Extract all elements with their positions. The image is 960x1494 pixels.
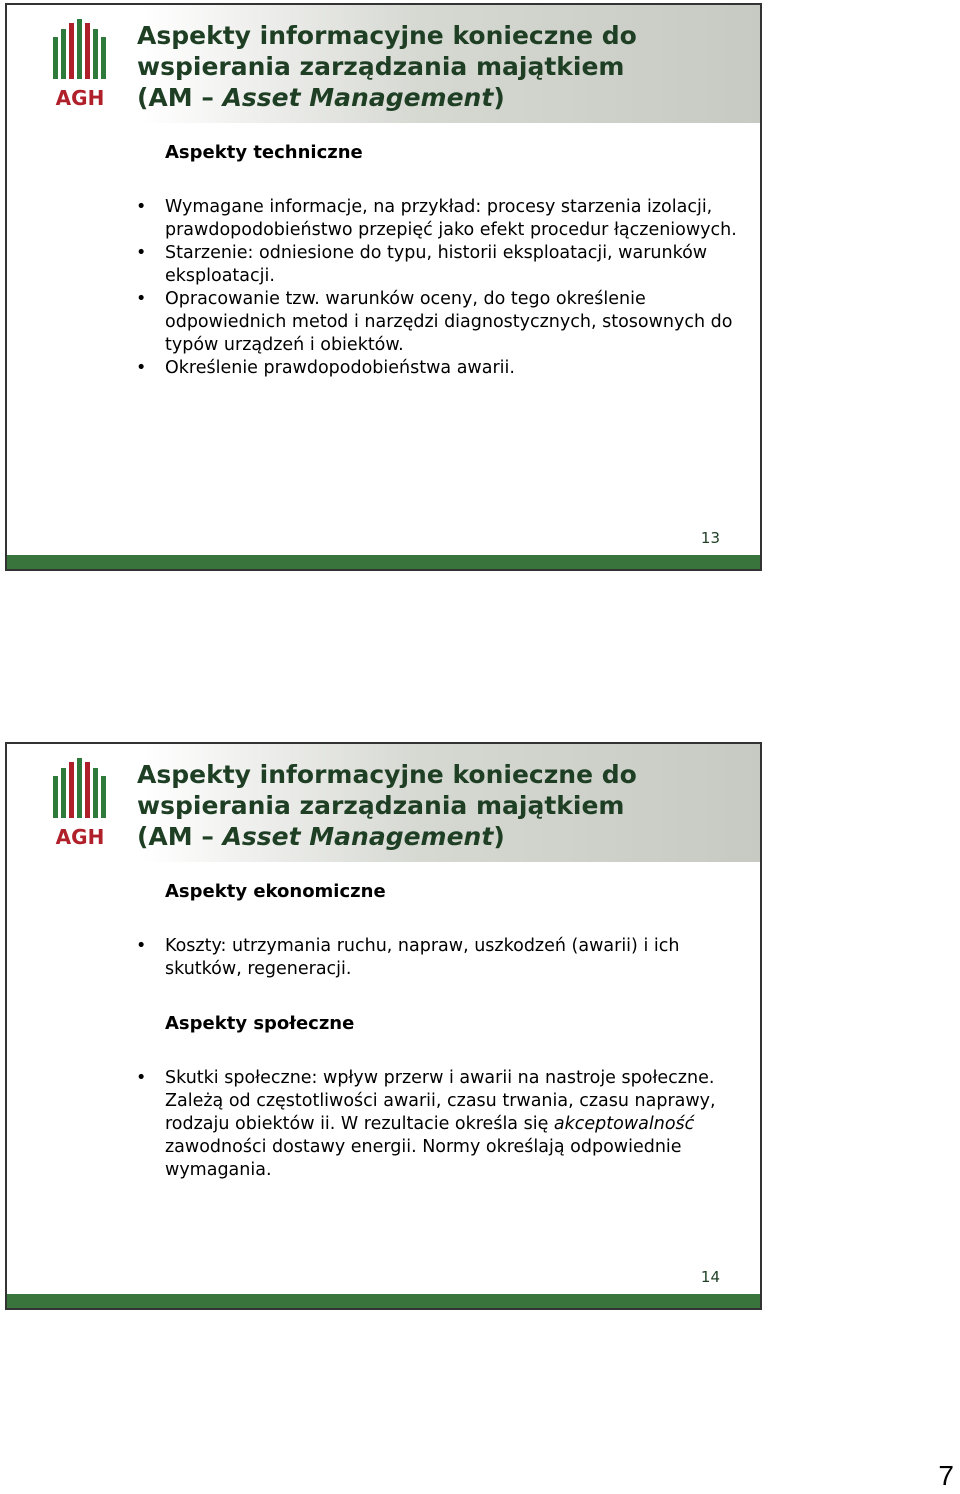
bullet-icon: • bbox=[136, 289, 147, 309]
title-line-2: wspierania zarządzania majątkiem bbox=[137, 52, 625, 81]
list-item: • Określenie prawdopodobieństwa awarii. bbox=[136, 358, 515, 378]
title-line-3 bbox=[137, 82, 757, 113]
title-suffix: ) bbox=[493, 822, 505, 851]
slide-header bbox=[7, 744, 760, 862]
bullet-list bbox=[136, 935, 745, 981]
slide-title bbox=[137, 759, 757, 852]
section-heading: Aspekty ekonomiczne bbox=[165, 881, 386, 902]
bullet-icon: • bbox=[136, 243, 147, 263]
svg-text:AGH: AGH bbox=[55, 86, 105, 110]
title-prefix: (AM – bbox=[137, 822, 223, 851]
title-line-2: wspierania zarządzania majątkiem bbox=[137, 791, 625, 820]
agh-logo bbox=[45, 754, 115, 850]
title-line-1: Aspekty informacyjne konieczne do bbox=[137, 760, 637, 789]
agh-logo bbox=[45, 15, 115, 111]
svg-text:AGH: AGH bbox=[55, 825, 105, 849]
bullet-icon: • bbox=[136, 936, 147, 956]
title-italic: Asset Management bbox=[222, 83, 494, 112]
title-suffix: ) bbox=[493, 83, 505, 112]
slide-title bbox=[137, 20, 757, 113]
list-item: • Wymagane informacje, na przykład: procesy starzenia izolacji, prawdopodobieństwo przepięć jako efekt procedur łączeniowych. bbox=[136, 197, 737, 240]
bullet-list bbox=[136, 196, 745, 380]
title-line-1: Aspekty informacyjne konieczne do bbox=[137, 21, 637, 50]
list-item: • Skutki społeczne: wpływ przerw i awarii na nastroje społeczne. Zależą od częstotliwości awarii, czasu trwania, czasu naprawy, rodzaju obiektów ii. W rezultacie określa się akceptowalność zawodności dostawy energii. Normy określają odpowiednie wymagania. bbox=[136, 1068, 716, 1180]
emphasis: akceptowalność bbox=[553, 1114, 695, 1134]
slide-page-number: 14 bbox=[700, 1268, 720, 1286]
title-line-3 bbox=[137, 821, 757, 852]
bullet-list bbox=[136, 1067, 745, 1182]
list-item: • Starzenie: odniesione do typu, historii eksploatacji, warunków eksploatacji. bbox=[136, 243, 708, 286]
slide-14 bbox=[5, 742, 762, 1310]
section-heading: Aspekty techniczne bbox=[165, 142, 363, 163]
title-italic: Asset Management bbox=[222, 822, 494, 851]
slide-page-number: 13 bbox=[700, 529, 720, 547]
bullet-icon: • bbox=[136, 358, 147, 378]
footer-bar bbox=[7, 1294, 760, 1308]
bullet-icon: • bbox=[136, 1068, 147, 1088]
bullet-icon: • bbox=[136, 197, 147, 217]
slide-13 bbox=[5, 3, 762, 571]
section-heading: Aspekty społeczne bbox=[165, 1013, 355, 1034]
list-item: • Opracowanie tzw. warunków oceny, do tego określenie odpowiednich metod i narzędzi diagnostycznych, stosownych do typów urządzeń i obiektów. bbox=[136, 289, 733, 355]
slide-content bbox=[136, 880, 745, 1182]
title-prefix: (AM – bbox=[137, 83, 223, 112]
slide-content bbox=[136, 141, 745, 380]
document-page-number: 7 bbox=[938, 1460, 954, 1491]
slide-header bbox=[7, 5, 760, 123]
footer-bar bbox=[7, 555, 760, 569]
list-item: • Koszty: utrzymania ruchu, napraw, uszkodzeń (awarii) i ich skutków, regeneracji. bbox=[136, 936, 680, 979]
